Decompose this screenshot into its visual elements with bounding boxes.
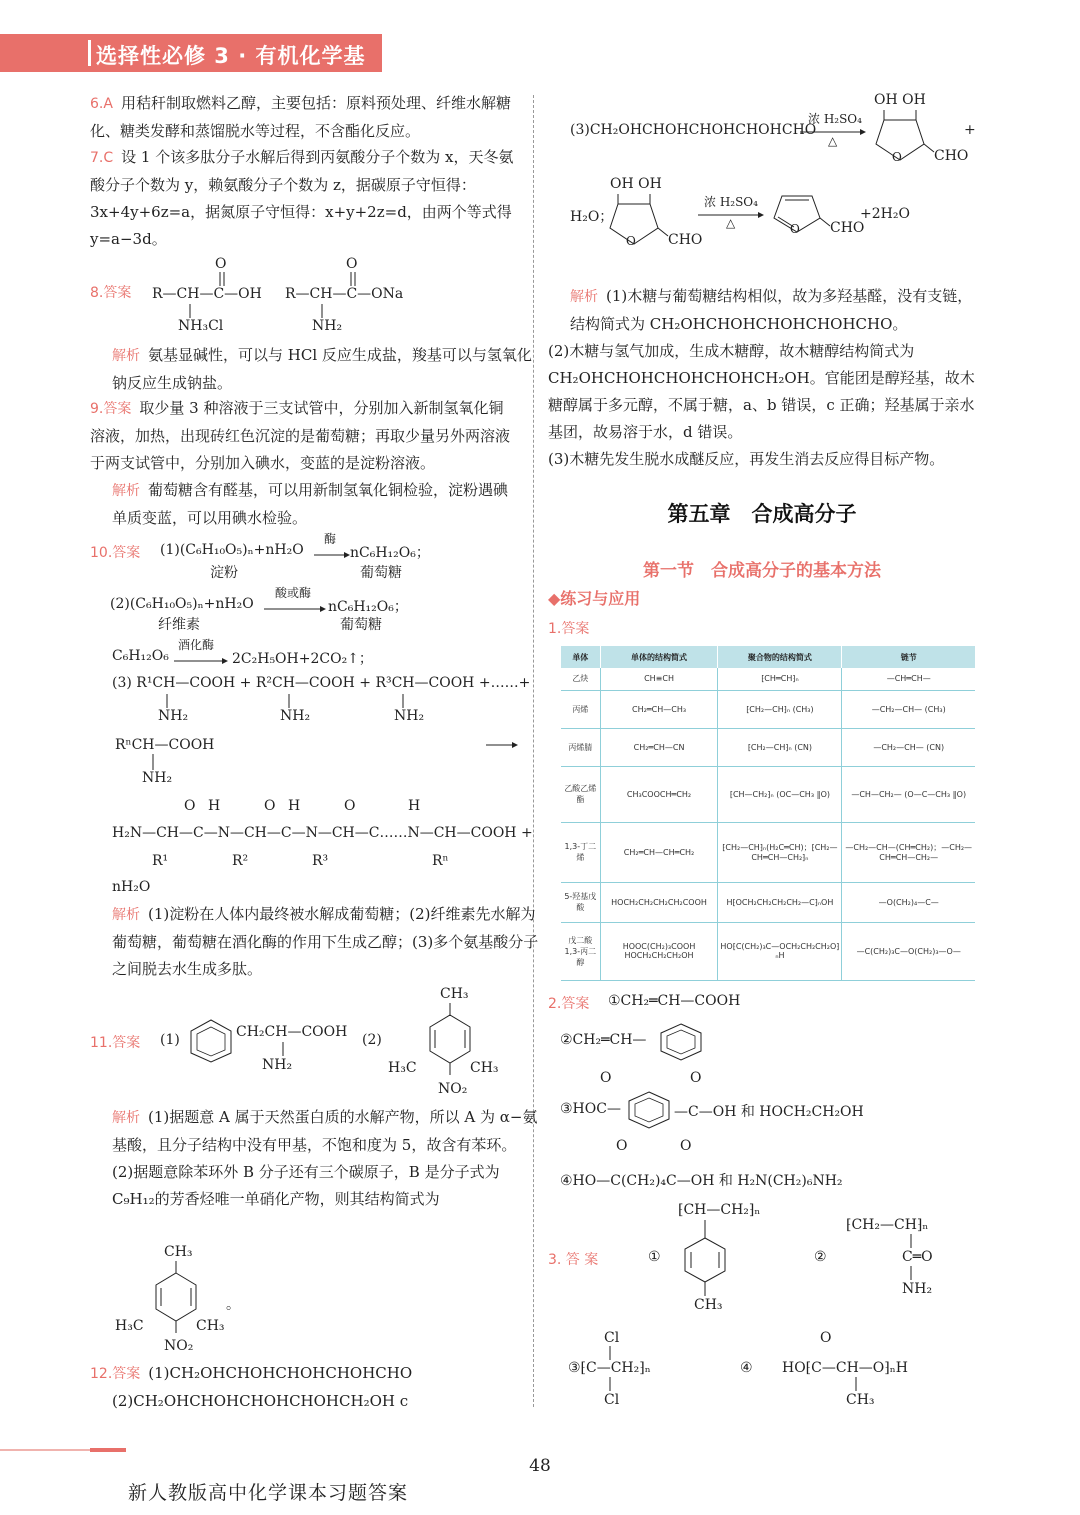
r3-h2o: H₂O；	[570, 209, 614, 225]
a2-o-1: O	[600, 1070, 612, 1086]
q8-analysis	[90, 342, 540, 397]
a3-c2-bond-2	[910, 1266, 912, 1280]
r3-oh-1: OH OH	[874, 92, 926, 108]
q8-double-bond-1	[218, 272, 226, 286]
r3-oh-2: OH OH	[610, 176, 662, 192]
r3-delta-1: △	[828, 134, 838, 148]
q8-jx-label: 解析	[112, 348, 140, 364]
q8-bond-1	[189, 304, 191, 318]
q11-num: 11.答案	[90, 1035, 141, 1051]
table-header-cell: 单体	[561, 646, 600, 668]
q10-r6-h3: H	[408, 798, 421, 814]
q10-nh2-c: NH₂	[394, 708, 425, 724]
q11-b-ring	[144, 1261, 204, 1333]
section-title: 第一节 合成高分子的基本方法	[643, 561, 881, 581]
q10-arrow-1	[314, 552, 350, 558]
a3-c4-bond	[855, 1377, 857, 1391]
table-row	[561, 728, 975, 766]
a2-i3b: —C—OH 和 HOCH₂CH₂OH	[674, 1104, 864, 1120]
right-jx-label: 解析	[570, 289, 598, 305]
q9	[90, 395, 518, 532]
q10-r3: C₆H₁₂O₆	[112, 648, 169, 664]
q11-p2: (2)	[362, 1032, 382, 1048]
q10-r6-rn: Rⁿ	[432, 853, 449, 869]
q10-r6-o2: O	[264, 798, 276, 814]
furanose-ring-1	[870, 108, 940, 164]
q10-r2: (2)(C₆H₁₀O₅)ₙ+nH₂O	[110, 596, 254, 612]
q9-num: 9.答案	[90, 401, 132, 417]
q10-r6-o3: O	[344, 798, 356, 814]
r3-cat-1: 浓 H₂SO₄	[808, 112, 862, 126]
table-cell: ⁅CH₂—CH⁆ₙ (CN)	[718, 728, 842, 766]
furanose-ring-2	[604, 192, 674, 248]
q11-b-h3c: H₃C	[115, 1318, 144, 1334]
table-cell: —C(CH₂)₃C—O(CH₂)₃—O—	[842, 922, 975, 980]
practice-heading: ◆练习与应用	[548, 589, 641, 608]
q10-jx-label: 解析	[112, 907, 140, 923]
q10-r1-cat: 酶	[324, 532, 337, 546]
q10-r5: RⁿCH—COOH	[115, 737, 215, 753]
footer-accent	[90, 1448, 126, 1452]
table-header-cell: 聚合物的结构简式	[718, 646, 842, 668]
a2-i2: ②CH₂═CH—	[560, 1032, 647, 1048]
table-cell: —CH—CH₂— (O—C—CH₃ ‖O)	[842, 766, 975, 822]
r3-plus: +	[964, 122, 976, 138]
r3-cho-3: CHO	[830, 220, 865, 236]
r3-prod: +2H₂O	[860, 206, 910, 222]
a2-num: 2.答案	[548, 996, 590, 1012]
q11-b-no2: NO₂	[164, 1338, 194, 1354]
right-analysis	[548, 283, 976, 473]
q10-r6: H₂N—CH—C—N—CH—C—N—CH—C……N—CH—COOH +	[112, 825, 533, 841]
q10-r1-prod: nC₆H₁₂O₆；	[350, 545, 430, 561]
q11-b-ch3-top: CH₃	[164, 1244, 193, 1260]
q10-arrow-4	[486, 742, 518, 748]
table-cell: —O(CH₂)₄—C—	[842, 882, 975, 922]
page-number: 48	[529, 1456, 551, 1476]
table-cell: 戊二酸 1,3-丙二醇	[561, 922, 600, 980]
furfural-ring	[772, 188, 832, 234]
book-title: 新人教版高中化学课本习题答案	[128, 1482, 409, 1504]
q11-p1: (1)	[160, 1032, 180, 1048]
q11-label	[90, 1032, 148, 1052]
table-cell: ⁅CH₂—CH⁆ₙ(H₂C═CH)；⁅CH₂—CH═CH—CH₂⁆ₙ	[718, 822, 842, 882]
a3-c1-ring	[680, 1220, 730, 1300]
q10-nh2-b: NH₂	[280, 708, 311, 724]
q10-arrow-3	[174, 658, 228, 664]
q10-r6-o1: O	[184, 798, 196, 814]
q7-num: 7.C	[90, 150, 114, 166]
a3-c3-cl-top: Cl	[604, 1330, 620, 1346]
q11-p2-no2: NO₂	[438, 1081, 468, 1097]
q8-double-bond-2	[349, 272, 357, 286]
q10-nh2-a: NH₂	[158, 708, 189, 724]
table-cell: —CH═CH—	[842, 668, 975, 690]
r3-o-3: O	[790, 222, 800, 236]
a3-c3: ③⁅C—CH₂⁆ₙ	[568, 1360, 651, 1376]
q10-jx-text: (1)淀粉在人体内最终被水解成葡萄糖；(2)纤维素先水解为葡萄糖，葡萄糖在酒化酶的作用下生成乙醇；(3)多个氨基酸分子之间脱去水生成多肽。	[112, 905, 539, 978]
header-title: 选择性必修 3 · 有机化学基础	[96, 44, 366, 98]
monomer-polymer-table	[561, 646, 975, 981]
right-jx2: (2)木糖与氢气加成，生成木糖醇，故木糖醇结构简式为 CH₂OHCHOHCHOHCHOHCH₂OH。官能团是醇羟基，故木糖醇属于多元醇，不属于糖，a、b 错误，c 正确；羟基属于亲水基团，故易溶于水，d 错误。	[548, 342, 975, 441]
a3-c2: ②	[814, 1249, 827, 1265]
q11-p2-h3c: H₃C	[388, 1060, 417, 1076]
a3-c4: ④	[740, 1360, 753, 1376]
a2-label	[548, 993, 597, 1013]
q7	[90, 144, 518, 253]
table-header-cell: 单体的结构简式	[600, 646, 718, 668]
table-header-cell: 链节	[842, 646, 975, 668]
q11-jx-label: 解析	[112, 1110, 140, 1126]
a3-label	[548, 1249, 606, 1269]
a2-o-2: O	[690, 1070, 702, 1086]
q10-num: 10.答案	[90, 545, 141, 561]
q10-r7: nH₂O	[112, 879, 151, 895]
a2-i1: ①CH₂═CH—COOH	[608, 993, 741, 1009]
q7-text: 设 1 个该多肽分子水解后得到丙氨酸分子个数为 x，天冬氨酸分子个数为 y，赖氨酸分子个数为 z，据碳原子守恒得：3x+4y+6z=a，据氮原子守恒得：x+y+2z=d，由两个等式得 y=a−3d。	[90, 148, 514, 248]
table-cell: HOCH₂CH₂CH₂CH₂COOH	[600, 882, 718, 922]
q10-r3-cat: 酒化酶	[178, 638, 215, 652]
q10-r2-prod: nC₆H₁₂O₆；	[328, 599, 408, 615]
table-row	[561, 766, 975, 822]
q8-label	[90, 282, 139, 302]
q6	[90, 90, 518, 145]
q11-p1-bond	[282, 1042, 284, 1056]
q11-analysis	[90, 1104, 540, 1213]
q12-a1: (1)CH₂OHCHOHCHOHCHOHCHO	[148, 1364, 413, 1382]
q11-p2-ch3-top: CH₃	[440, 986, 469, 1002]
r3-o-1: O	[892, 150, 902, 164]
q10-r4-bonds	[115, 692, 415, 708]
a3-c4f: HO⁅C—CH—O⁆ₙH	[782, 1360, 908, 1376]
q9-jx-label: 解析	[112, 483, 140, 499]
a3-c4-o: O	[820, 1330, 832, 1346]
table-row	[561, 922, 975, 980]
table-cell: —CH₂—CH— (CN)	[842, 728, 975, 766]
a1-label	[548, 618, 597, 638]
a2-i3a: ③HOC—	[560, 1101, 621, 1117]
q8-formula-1: R—CH—C—OH	[152, 286, 262, 302]
q12-num: 12.答案	[90, 1366, 141, 1382]
benzene-ring-icon	[656, 1022, 706, 1062]
q10-r1-a: 淀粉	[210, 565, 238, 581]
q10-r2-b: 葡萄糖	[340, 617, 382, 633]
q8-o2: O	[346, 256, 358, 272]
a3-c2-bond	[910, 1234, 912, 1248]
q8-bond-2	[321, 304, 323, 318]
q11-p2-ch3-right: CH₃	[470, 1060, 499, 1076]
table-cell: 1,3-丁二烯	[561, 822, 600, 882]
q9-text: 取少量 3 种溶液于三支试管中，分别加入新制氢氧化铜溶液，加热，出现砖红色沉淀的是葡萄糖；再取少量另外两溶液于两支试管中，分别加入碘水，变蓝的是淀粉溶液。	[90, 399, 511, 472]
table-cell: HOOC(CH₂)₃COOH HOCH₂CH₂CH₂OH	[600, 922, 718, 980]
q9-jx-text: 葡萄糖含有醛基，可以用新制氢氧化铜检验，淀粉遇碘单质变蓝，可以用碘水检验。	[112, 481, 509, 527]
q12	[90, 1360, 518, 1415]
right-jx3: (3)木糖先发生脱水成醚反应，再发生消去反应得目标产物。	[548, 450, 945, 468]
q12-a2: (2)CH₂OHCHOHCHOHCHOHCH₂OH c	[112, 1392, 409, 1410]
benzene-ring-icon	[624, 1090, 674, 1130]
q6-num: 6.A	[90, 96, 113, 112]
q11-p1-nh2: NH₂	[262, 1057, 293, 1073]
a2-o-4: O	[680, 1138, 692, 1154]
a3-c2co: C═O	[902, 1249, 933, 1265]
q10-r6-r3: R³	[312, 853, 329, 869]
q10-label	[90, 542, 148, 562]
table-row	[561, 822, 975, 882]
header-divider	[88, 40, 91, 66]
chapter-title: 第五章 合成高分子	[667, 502, 857, 526]
q11-b-ch3-right: CH₃	[196, 1318, 225, 1334]
table-cell: CH₃COOCH═CH₂	[600, 766, 718, 822]
q10-r4: (3) R¹CH—COOH + R²CH—COOH + R³CH—COOH +……+	[112, 675, 531, 691]
a1-num: 1.答案	[548, 621, 590, 637]
q11-jx2: (2)据题意除苯环外 B 分子还有三个碳原子，B 是分子式为 C₉H₁₂的芳香烃唯一单硝化产物，则其结构简式为	[112, 1163, 500, 1208]
a3-c2f: ⁅CH₂—CH⁆ₙ	[846, 1217, 929, 1233]
q10-r2-a: 纤维素	[158, 617, 200, 633]
q10-r1-b: 葡萄糖	[360, 565, 402, 581]
table-cell: ⁅CH—CH₂⁆ₙ (OC—CH₃ ‖O)	[718, 766, 842, 822]
table-cell: ⁅CH₂—CH⁆ₙ (CH₃)	[718, 690, 842, 728]
table-cell: 乙酸乙烯酯	[561, 766, 600, 822]
q8-formula-2: R—CH—C—ONa	[285, 286, 404, 302]
a3-c3-cl-bottom: Cl	[604, 1392, 620, 1408]
a3-c1f: ⁅CH—CH₂⁆ₙ	[678, 1202, 761, 1218]
benzene-ring-icon	[186, 1018, 236, 1062]
table-row	[561, 690, 975, 728]
q10-r6-h2: H	[288, 798, 301, 814]
q10-r6-h1: H	[208, 798, 221, 814]
q10-r6-r2: R²	[232, 853, 249, 869]
q8-num: 8.答案	[90, 285, 132, 301]
q10-r1: (1)(C₆H₁₀O₅)ₙ+nH₂O	[160, 542, 304, 558]
q11-p2-ring	[418, 1003, 478, 1075]
r3-delta-2: △	[726, 216, 736, 230]
q10-r2-cat: 酸或酶	[275, 586, 312, 600]
a3-c3-bond-1	[609, 1346, 611, 1360]
a2-i4: ④HO—C(CH₂)₄C—OH 和 H₂N(CH₂)₆NH₂	[560, 1173, 843, 1189]
table-cell: H⁅OCH₂CH₂CH₂CH₂—C⁆ₙOH	[718, 882, 842, 922]
a3-num: 3. 答 案	[548, 1252, 599, 1268]
table-row	[561, 668, 975, 690]
table-cell: 丙烯腈	[561, 728, 600, 766]
q10-r5-nh2: NH₂	[142, 770, 173, 786]
q11-jx1: (1)据题意 A 属于天然蛋白质的水解产物，所以 A 为 α−氨基酸，且分子结构中没有甲基，不饱和度为 5，故含有苯环。	[112, 1108, 538, 1154]
r3-text: (3)CH₂OHCHOHCHOHCHOHCHO	[570, 122, 817, 138]
q10-analysis	[90, 901, 540, 983]
a2-o-3: O	[616, 1138, 628, 1154]
q8-sub-1: NH₃Cl	[178, 318, 224, 334]
table-cell: 丙烯	[561, 690, 600, 728]
a3-c1-ch3: CH₃	[694, 1297, 723, 1313]
q11-p1-formula: CH₂CH—COOH	[236, 1024, 348, 1040]
header-banner	[0, 34, 382, 98]
table-cell: CH₂═CH—CN	[600, 728, 718, 766]
q10-r3-prod: 2C₂H₅OH+2CO₂↑；	[232, 651, 373, 667]
right-jx1: (1)木糖与葡萄糖结构相似，故为多羟基醛，没有支链，结构简式为 CH₂OHCHOHCHOHCHOHCHO。	[570, 287, 973, 333]
table-cell: —CH₂—CH—(CH═CH₂)；—CH₂—CH═CH—CH₂—	[842, 822, 975, 882]
r3-cat-2: 浓 H₂SO₄	[704, 195, 758, 209]
r3-o-2: O	[626, 234, 636, 248]
table-cell: HO⁅C(CH₂)₃C—OCH₂CH₂CH₂O⁆ₙH	[718, 922, 842, 980]
table-cell: 乙炔	[561, 668, 600, 690]
table-cell: CH₂═CH—CH₃	[600, 690, 718, 728]
q10-r6-r1: R¹	[152, 853, 169, 869]
q11-b-dot: 。	[226, 1297, 240, 1313]
a3-c2nh2: NH₂	[902, 1281, 933, 1297]
q10-arrow-2	[264, 606, 326, 612]
q6-text: 用秸秆制取燃料乙醇，主要包括：原料预处理、纤维水解糖化、糖类发酵和蒸馏脱水等过程，不含酯化反应。	[90, 94, 511, 140]
table-cell: ⁅CH═CH⁆ₙ	[718, 668, 842, 690]
table-cell: —CH₂—CH— (CH₃)	[842, 690, 975, 728]
q8-sub-2: NH₂	[312, 318, 343, 334]
q8-jx-text: 氨基显碱性，可以与 HCl 反应生成盐，羧基可以与氢氧化钠反应生成钠盐。	[112, 346, 532, 392]
r3-cho-2: CHO	[668, 232, 703, 248]
q10-r5-bond	[152, 754, 154, 770]
table-cell: CH₂═CH—CH═CH₂	[600, 822, 718, 882]
q8-o1: O	[215, 256, 227, 272]
table-header-row	[561, 646, 975, 668]
table-row	[561, 882, 975, 922]
a3-c4-ch3: CH₃	[846, 1392, 875, 1408]
a3-c1: ①	[648, 1249, 661, 1265]
table-cell: CH≡CH	[600, 668, 718, 690]
r3-cho-1: CHO	[934, 148, 969, 164]
a3-c3-bond-2	[609, 1377, 611, 1391]
table-cell: 5-羟基戊酸	[561, 882, 600, 922]
